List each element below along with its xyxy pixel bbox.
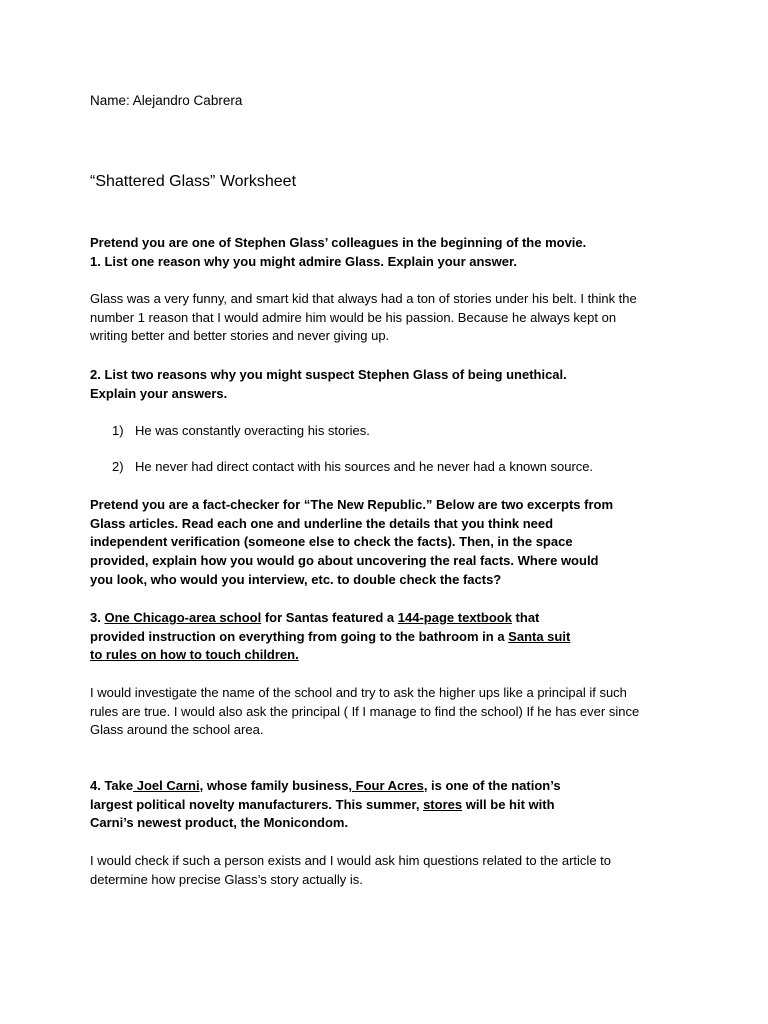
excerpt-text: 3. xyxy=(90,610,105,625)
reason-text: He never had direct contact with his sources and he never had a known source. xyxy=(135,459,594,474)
reason-item xyxy=(112,422,672,440)
fact-check-prompt xyxy=(90,496,690,590)
reason-text: He was constantly overacting his stories. xyxy=(135,423,370,438)
excerpt-text: will be hit with xyxy=(462,796,555,812)
prompt-line: you look, who would you interview, etc. to double check the facts? xyxy=(90,571,502,587)
excerpt-line xyxy=(90,628,690,647)
underlined-detail: 144-page textbook xyxy=(397,610,512,625)
excerpt-text: , whose family business, xyxy=(199,778,353,793)
intro-prompt xyxy=(90,234,690,271)
question-2 xyxy=(90,366,690,403)
answer-line: number 1 reason that I would admire him would be his passion. Because he always kept on xyxy=(90,309,617,325)
excerpt-text: for Santas featured a xyxy=(261,610,398,625)
answer-line: Glass around the school area. xyxy=(90,722,264,738)
answer-line: Glass was a very funny, and smart kid that always had a ton of stories under his belt. I think the xyxy=(90,291,637,306)
question-1: 1. List one reason why you might admire Glass. Explain your answer. xyxy=(90,253,517,269)
underlined-detail: stores xyxy=(423,796,463,812)
question-line: Explain your answers. xyxy=(90,385,228,401)
reason-item xyxy=(112,458,672,476)
question-4-excerpt xyxy=(90,777,690,833)
underlined-detail: to rules on how to touch children. xyxy=(90,647,299,663)
underlined-detail: One Chicago-area school xyxy=(104,610,262,625)
list-number: 2) xyxy=(112,459,124,474)
answer-4 xyxy=(90,852,690,889)
excerpt-line xyxy=(90,796,690,815)
prompt-line: provided, explain how you would go about uncovering the real facts. Where would xyxy=(90,553,599,569)
answer-line: writing better and better stories and never giving up. xyxy=(90,328,390,344)
excerpt-text: , is one of the nation’s xyxy=(423,778,561,793)
worksheet-title: “Shattered Glass” Worksheet xyxy=(90,173,297,190)
excerpt-text: largest political novelty manufacturers. This summer, xyxy=(90,796,424,812)
answer-line: I would check if such a person exists and I would ask him questions related to the article to xyxy=(90,853,611,868)
question-3-excerpt xyxy=(90,609,690,665)
prompt-line: independent verification (someone else to check the facts). Then, in the space xyxy=(90,534,573,550)
answer-line: rules are true. I would also ask the principal ( If I manage to find the school) If he has ever since xyxy=(90,703,640,719)
intro-line: Pretend you are one of Stephen Glass’ colleagues in the beginning of the movie. xyxy=(90,235,587,250)
answer-3 xyxy=(90,684,690,740)
underlined-detail: Four Acres xyxy=(352,778,424,793)
excerpt-text: that xyxy=(511,610,540,625)
underlined-detail: Joel Carni xyxy=(133,778,200,793)
underlined-detail: Santa suit xyxy=(508,628,571,644)
student-name: Name: Alejandro Cabrera xyxy=(90,93,243,108)
prompt-line: Glass articles. Read each one and underline the details that you think need xyxy=(90,515,554,531)
excerpt-text: 4. Take xyxy=(90,778,134,793)
answer-line: I would investigate the name of the school and try to ask the higher ups like a principal if such xyxy=(90,685,627,700)
excerpt-line xyxy=(90,646,690,665)
prompt-line: Pretend you are a fact-checker for “The New Republic.” Below are two excerpts from xyxy=(90,497,614,512)
question-line: 2. List two reasons why you might suspect Stephen Glass of being unethical. xyxy=(90,367,567,382)
excerpt-line: Carni’s newest product, the Monicondom. xyxy=(90,815,349,831)
excerpt-text: provided instruction on everything from going to the bathroom in a xyxy=(90,628,509,644)
answer-1 xyxy=(90,290,690,346)
excerpt-line xyxy=(90,609,690,628)
list-number: 1) xyxy=(112,423,124,438)
excerpt-line xyxy=(90,777,690,796)
answer-line: determine how precise Glass’s story actually is. xyxy=(90,871,363,887)
